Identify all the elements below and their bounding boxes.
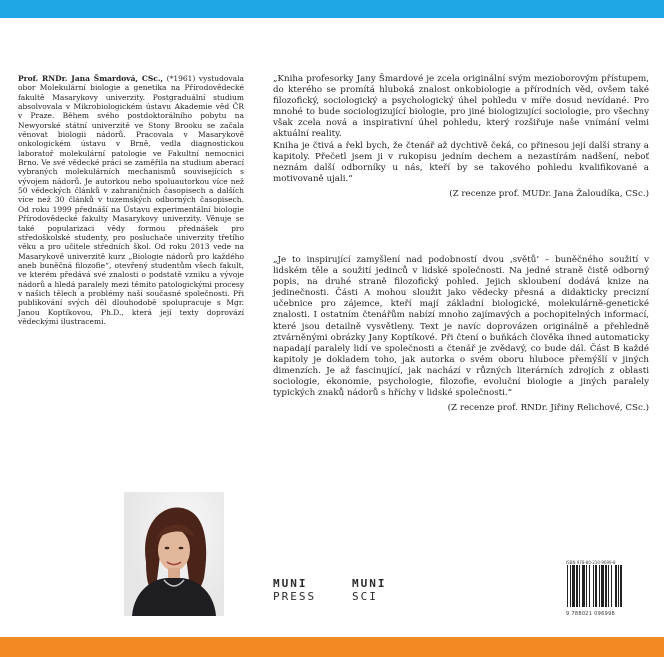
review-2-text: „Je to inspirující zamyšlení nad podobností dvou ‚světů‘ – buněčného soužití v lidském těle a soužití jedinců v lidské společnosti. Na jedné straně čistě odborný popis, na druhé straně filozofický pohled. Jejich skloubení dodává knize na jedinečnosti. Části A mohou sloužit jako vědecky přesná a didakticky precizní učebnice pro zájemce, kteří mají základní biologické, molekulárně-genetické znalosti. I ostatním čtenářům nabízí mnoho zajímavých a pochopitelných informací, které jsou detailně vysvětleny. Text je navíc doprovázen originálně a přehledně ztvárněnými obrázky Jany Koptíkové. Při čtení o buňkách člověka ihned automaticky napadají paralely lidí ve společnosti a čtenář je zvědavý, co bude dál. Část B každé kapitoly je dokladem toho, jak autorka o svém oboru hluboce přemýšlí v jiných dimenzích. Je až fascinující, jak nachází v různých literárních zdrojích z oblasti sociologie, ekonomie, psychologie, filozofie, evoluční biologie a jiných paralely typických znaků nádorů s hříchy v lidské společnosti.“ [273, 255, 649, 399]
muni-sci-logo [352, 578, 387, 604]
muni-press-logo-line2: PRESS [273, 590, 317, 603]
review-1-attribution: (Z recenze prof. MUDr. Jana Žaloudíka, CSc.) [449, 188, 649, 199]
isbn-barcode [566, 560, 644, 618]
review-1 [273, 74, 649, 200]
muni-sci-logo-line1: MUNI [352, 577, 387, 590]
author-name: Prof. RNDr. Jana Šmardová, CSc., [18, 74, 164, 83]
isbn-text: ISBN 978-80-210-9699-8 [566, 560, 616, 565]
author-bio-text: (*1961) vystudovala obor Molekulární biologie a genetika na Přírodovědecké fakultě Masarykovy univerzity. Postgraduální studium absolvovala v Mikrobiologickém ústavu Akademie věd ČR v Praze. Během svého postdoktorálního pobytu na Newyorské státní univerzitě ve Stony Brooku se začala věnovat biologii nádorů. Pracovala v Masarykově onkologickém ústavu v Brně, vedla diagnostickou laboratoř molekulární patologie ve Fakultní nemocnici Brno. Ve své vědecké práci se zaměřila na studium aberací vybraných molekulárních mechanismů souvisejících s vývojem nádorů. Je autorkou nebo spoluautorkou více než 50 vědeckých článků v zahraničních časopisech a dalších více než 30 článků v tuzemských odborných časopisech. Od roku 1999 přednáší na Ústavu experimentální biologie Přírodovědecké fakulty Masarykovy univerzity. Věnuje se také popularizaci vědy formou přednášek pro středoškolské studenty, pro posluchače univerzity třetího věku a pro učitele středních škol. Od roku 2013 vede na Masarykově univerzitě kurz „Biologie nádorů pro každého aneb buněčná filozofie“, otevřený studentům všech fakult, ve kterém předává své znalosti o podstatě vzniku a vývoje nádorů a hledá paralely mezi těmito patologickými procesy v našich tělech a problémy naší současné společnosti. Při publikování svých děl dlouhodobě spolupracuje s Mgr. Janou Koptíkovou, Ph.D., která její texty doprovází vědeckými ilustracemi. [18, 74, 244, 326]
bottom-color-bar [0, 637, 664, 657]
muni-sci-logo-line2: SCI [352, 590, 378, 603]
muni-press-logo-line1: MUNI [273, 577, 308, 590]
top-color-bar [0, 0, 664, 18]
review-2 [273, 255, 649, 414]
author-bio [18, 74, 244, 326]
review-1-paragraph-1: „Kniha profesorky Jany Šmardové je zcela originální svým mezioborovým přístupem, do kterého se promítá hluboká znalost onkobiologie a přírodních věd, ovšem také filozofický, sociologický a psychologický úhel pohledu v míře dosud nevídané. Pro mnohé to bude sociologizující biologie, pro jiné biologizující sociologie, pro všechny však zcela nová a inspirativní úhel pohledu, který rozšiřuje naše vnímání velmi aktuální reality. [273, 74, 649, 140]
barcode-digits: 9 788021 096998 [566, 611, 616, 617]
muni-press-logo [273, 578, 316, 604]
barcode-bars [566, 565, 644, 607]
review-2-attribution: (Z recenze prof. RNDr. Jiřiny Relichové, CSc.) [447, 403, 649, 414]
author-photo [124, 492, 224, 616]
review-1-paragraph-2: Kniha je čtivá a řekl bych, že čtenář až dychtivě čeká, co přinesou její další strany a kapitoly. Přečetl jsem ji v rukopisu jedním dechem a nezastírám nadšení, neboť neznám další odborníky u nás, kteří by se takového pohledu kvalifikované a motivovaně ujali.“ [273, 140, 649, 184]
